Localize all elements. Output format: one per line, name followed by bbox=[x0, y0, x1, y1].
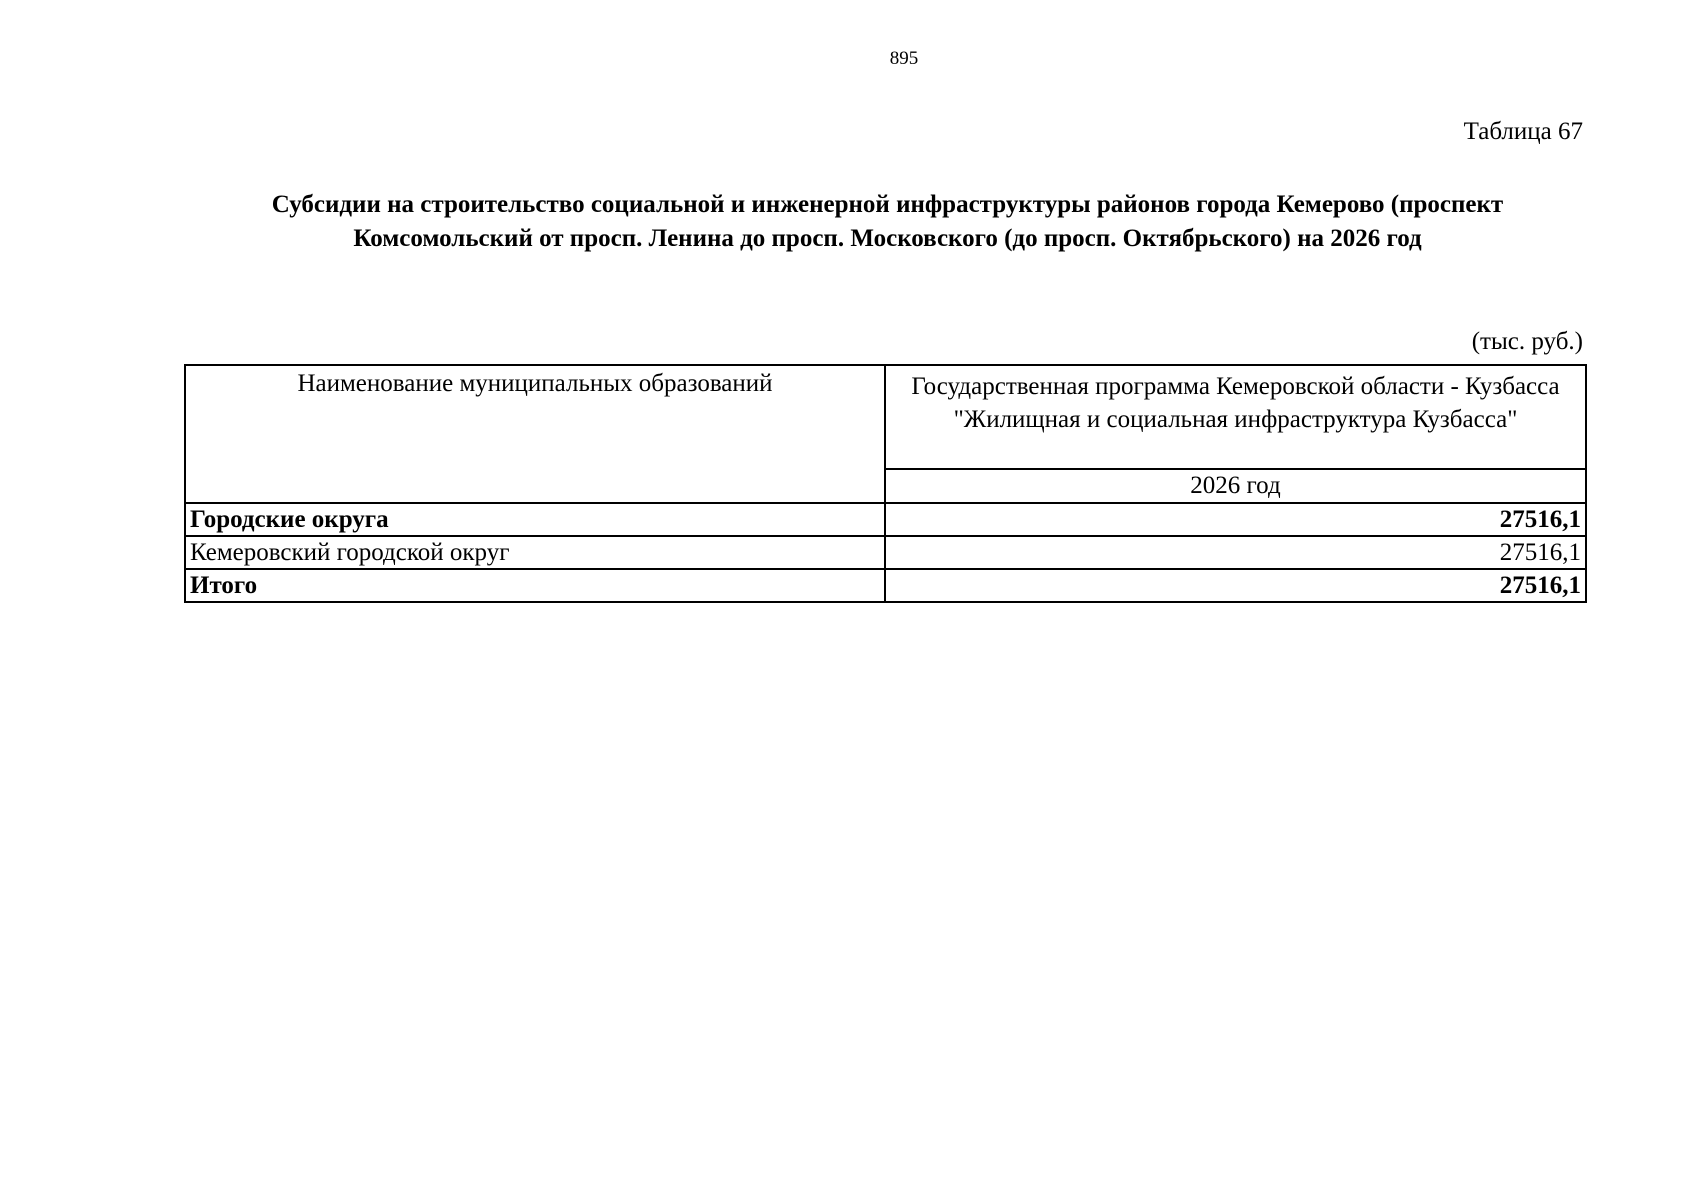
document-title: Субсидии на строительство социальной и инженерной инфраструктуры районов города Кемерово (проспект Комсомольский от просп. Ленина до просп. Московского (до просп. Октябрьского) на 2026 год bbox=[271, 191, 1504, 252]
row-name: Итого bbox=[185, 569, 885, 602]
table-row bbox=[185, 569, 1586, 602]
header-year: 2026 год bbox=[885, 469, 1586, 503]
row-value: 27516,1 bbox=[885, 569, 1586, 602]
table-row bbox=[185, 536, 1586, 569]
header-program: Государственная программа Кемеровской области - Кузбасса "Жилищная и социальная инфраструктура Кузбасса" bbox=[885, 365, 1586, 469]
page-number: 895 bbox=[889, 48, 919, 69]
subsidy-table bbox=[184, 364, 1587, 603]
table-label: Таблица 67 bbox=[1463, 118, 1583, 145]
row-value: 27516,1 bbox=[885, 503, 1586, 536]
row-value: 27516,1 bbox=[885, 536, 1586, 569]
table-row bbox=[185, 503, 1586, 536]
row-name: Городские округа bbox=[185, 503, 885, 536]
table-header-row bbox=[185, 365, 1586, 469]
units-label: (тыс. руб.) bbox=[1471, 328, 1583, 355]
row-name: Кемеровский городской округ bbox=[185, 536, 885, 569]
header-municipality-name: Наименование муниципальных образований bbox=[185, 365, 885, 503]
